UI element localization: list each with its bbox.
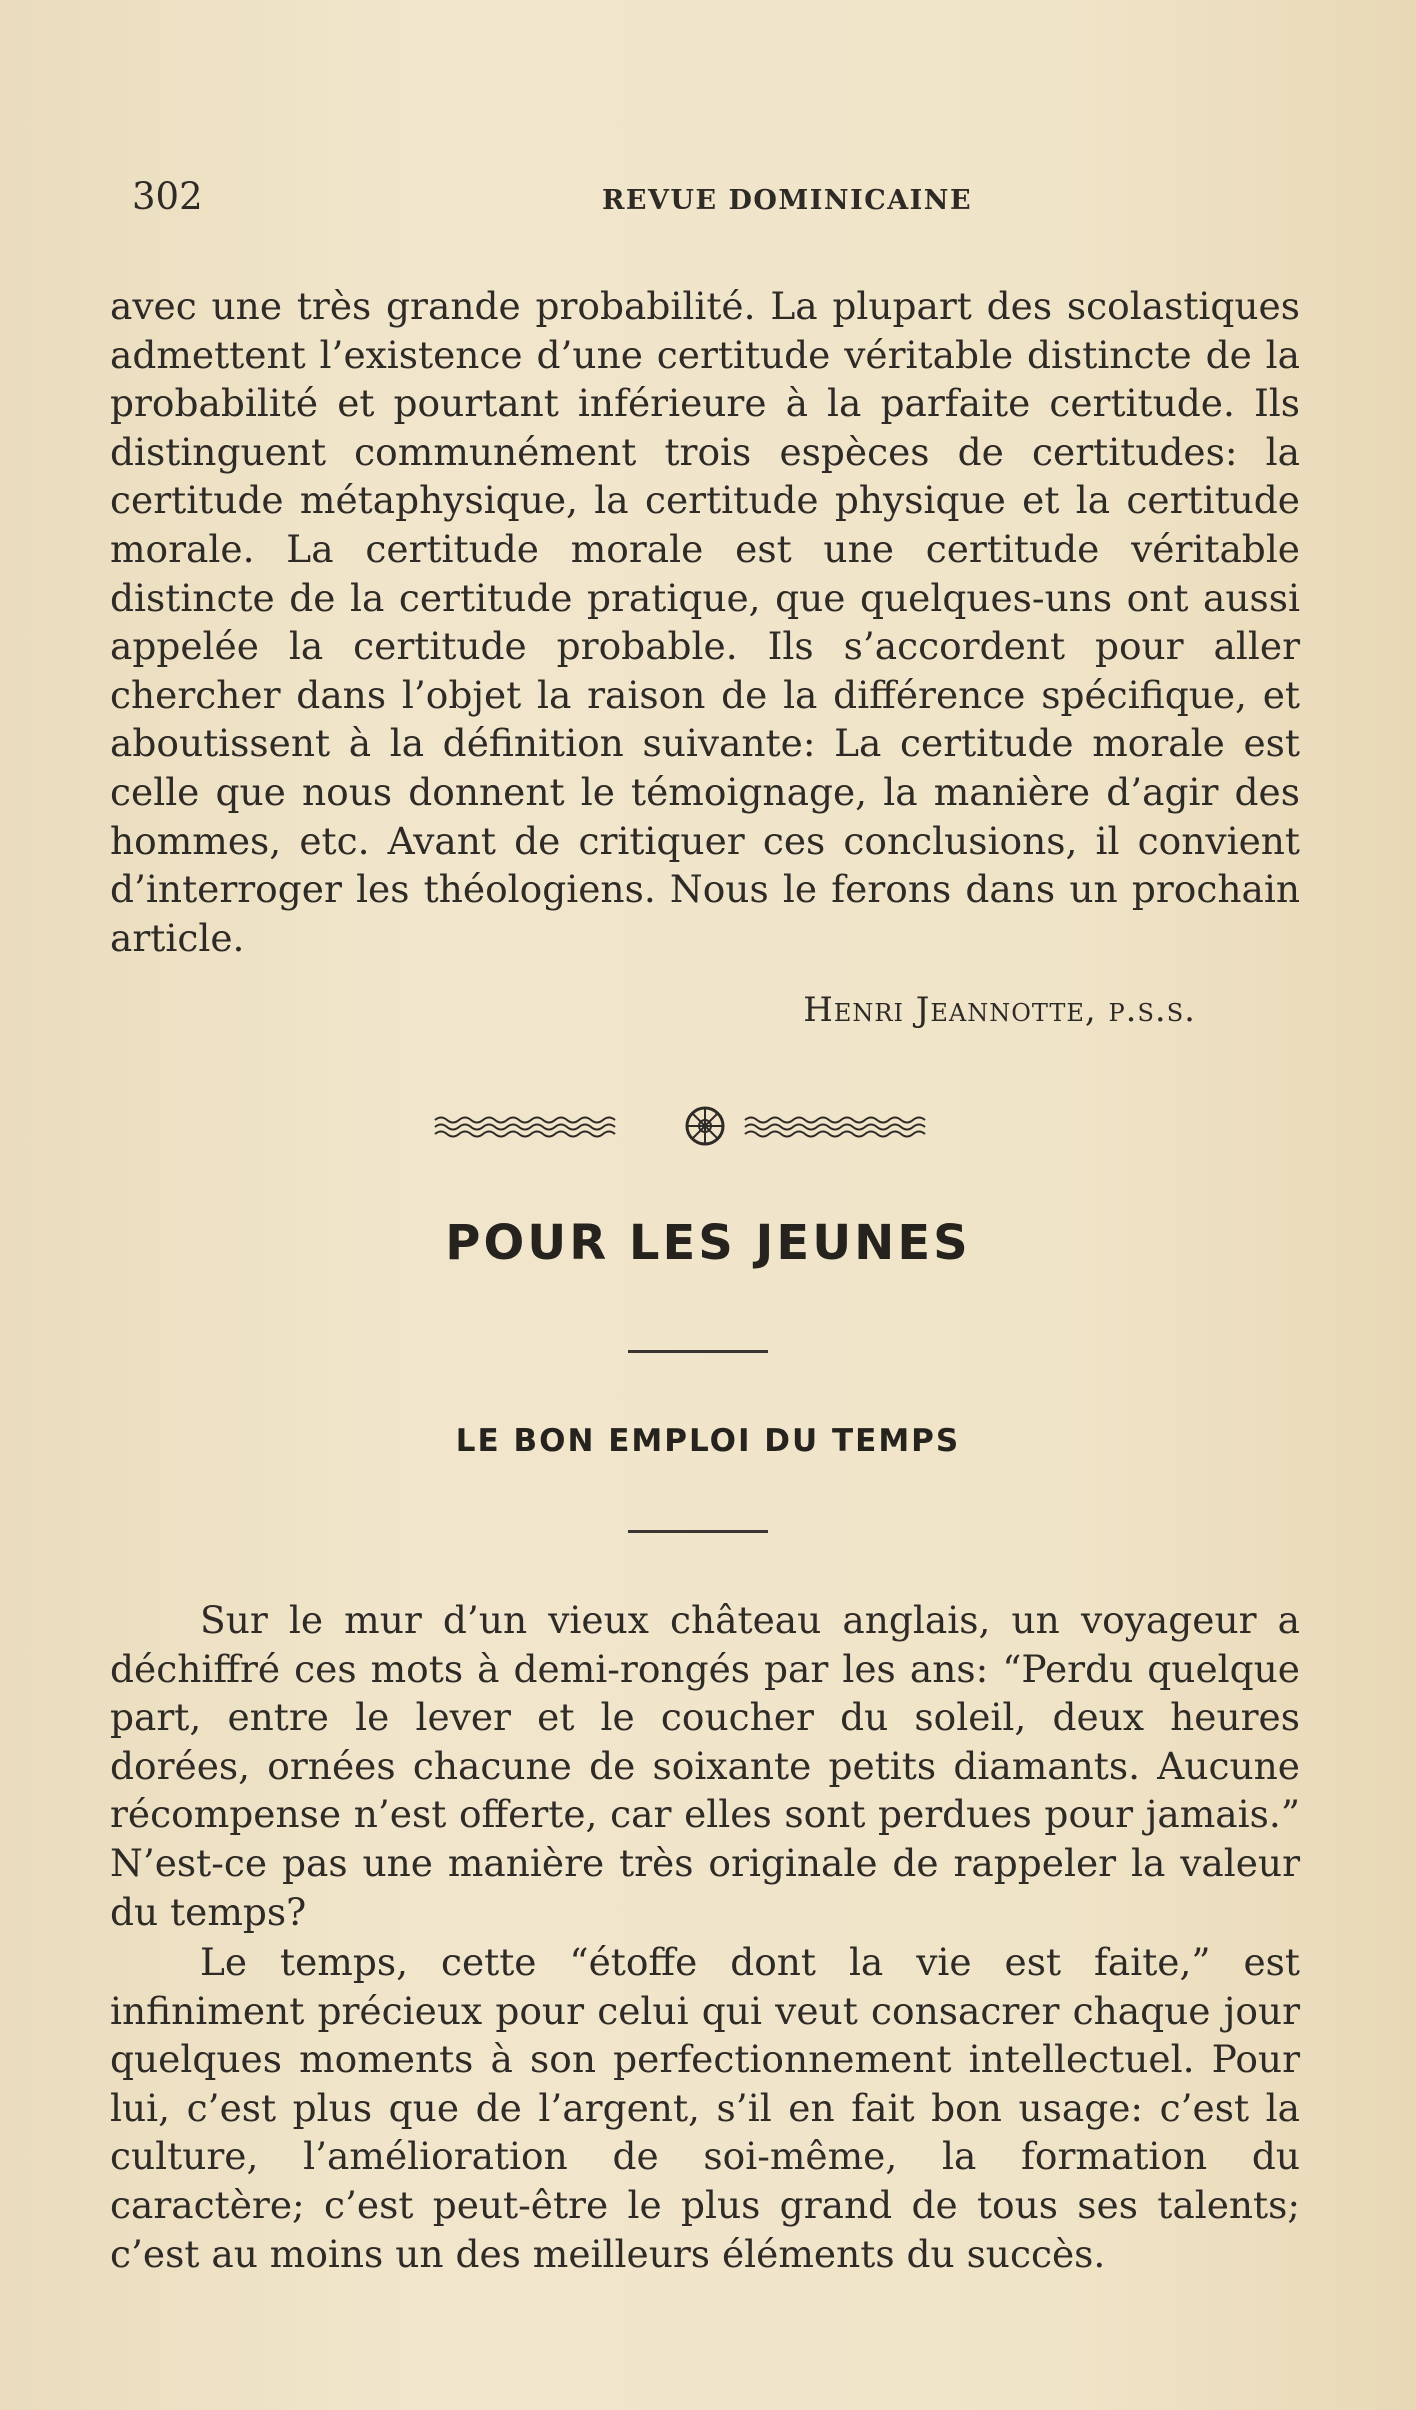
article-ending-paragraph: avec une très grande probabilité. La plupart des scolastiques admettent l’existence d’une certitude véritable distincte de la probabilité et pourtant inférieure à la parfaite certitude. Ils distinguent communément trois espèces de certitudes: la certitude métaphysique, la certitude physique et la certitude morale. La certitude morale est une certitude véritable distincte de la certitude pratique, que quelques-uns ont aussi appelée la certitude probable. Ils s’accordent pour aller chercher dans l’objet la raison de la différence spécifique, et aboutissent à la définition suivante: La certitude morale est celle que nous donnent le témoignage, la manière d’agir des hommes, etc. Avant de critiquer ces conclusions, il convient d’interroger les théologiens. Nous le ferons dans un prochain article. — [110, 284, 1300, 960]
page-number: 302 — [132, 175, 203, 218]
body-paragraph: Le temps, cette “étoffe dont la vie est faite,” est infiniment précieux pour celui qui veut consacrer chaque jour quelques moments à son perfectionnement intellectuel. Pour lui, c’est plus que de l’argent, s’il en fait bon usage: c’est la culture, l’amélioration de soi-même, la formation du caractère; c’est peut-être le plus grand de tous ses talents; c’est au moins un des meilleurs éléments du succès. — [110, 1940, 1300, 2276]
title-rule — [628, 1350, 768, 1353]
body-paragraph: Sur le mur d’un vieux château anglais, un voyageur a déchiffré ces mots à demi-rongés par les ans: “Perdu quelque part, entre le lever et le coucher du soleil, deux heures dorées, ornées chacune de soixante petits diamants. Aucune récompense n’est offerte, car elles sont perdues pour jamais.” N’est-ce pas une manière très originale de rappeler la valeur du temps? — [110, 1598, 1300, 1934]
running-head: REVUE DOMINICAINE — [601, 185, 973, 216]
subtitle-rule — [628, 1530, 768, 1533]
page-header — [132, 175, 1302, 235]
ornament-divider-icon — [430, 1100, 980, 1150]
section-title: POUR LES JEUNES — [445, 1215, 971, 1271]
section-subtitle: LE BON EMPLOI DU TEMPS — [455, 1423, 961, 1459]
author-signature: Henri Jeannotte, p.s.s. — [803, 990, 1196, 1030]
